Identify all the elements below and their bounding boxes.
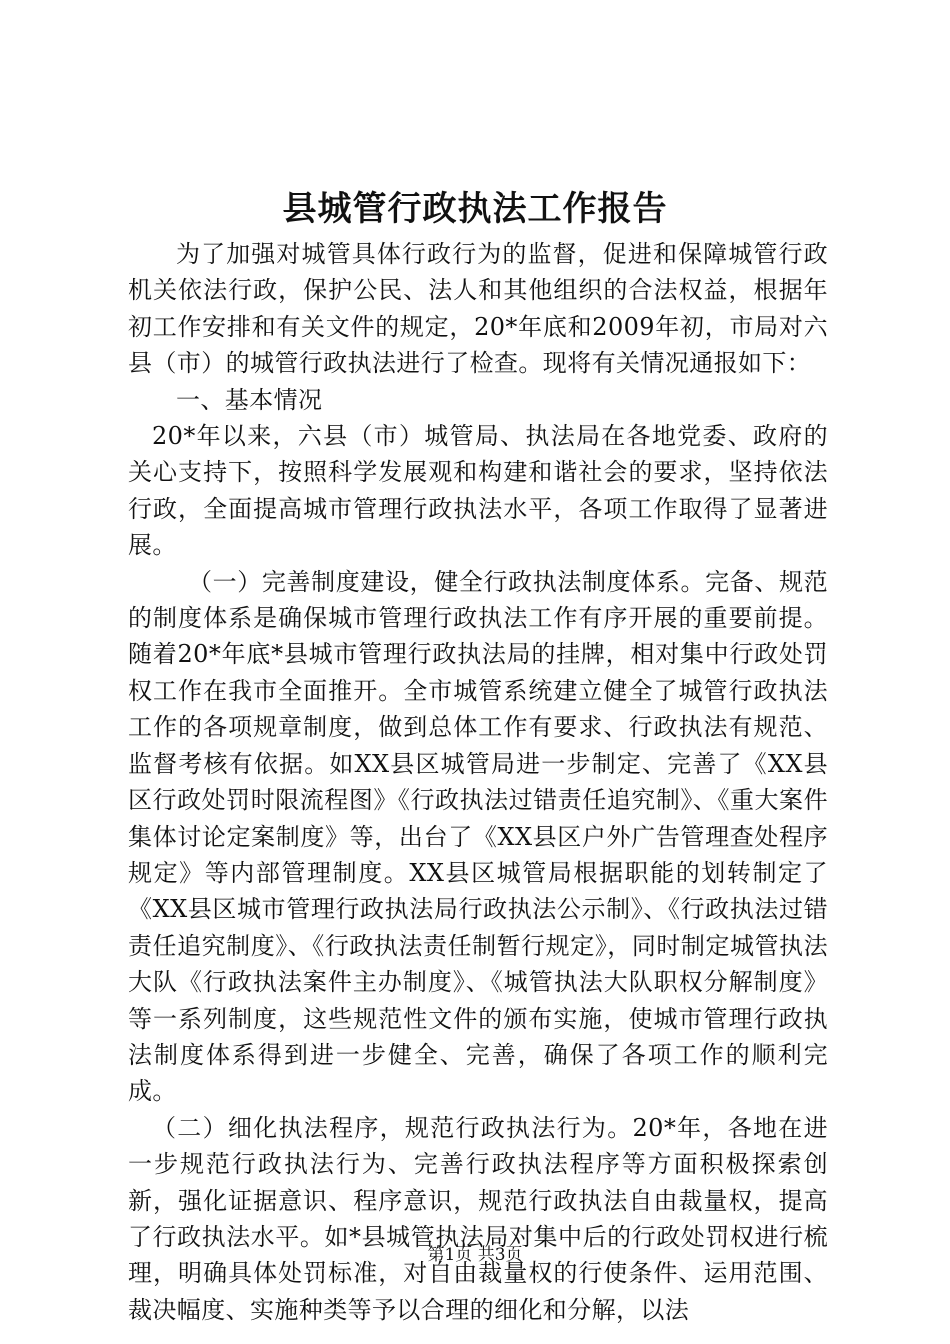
section-heading-basic-situation: 一、基本情况 xyxy=(176,385,323,414)
paragraph-item-one: （一）完善制度建设，健全行政执法制度体系。完备、规范的制度体系是确保城市管理行政执法工作有序开展的重要前提。随着20*年底*县城市管理行政执法局的挂牌，相对集中行政处罚权工作在我市全面推开。全市城管系统建立健全了城管行政执法工作的各项规章制度，做到总体工作有要求、行政执法有规范、监督考核有依据。如XX县区城管局进一步制定、完善了《XX县区行政处罚时限流程图》《行政执法过错责任追究制》、《重大案件集体讨论定案制度》等，出台了《XX县区户外广告管理查处程序规定》等内部管理制度。XX县区城管局根据职能的划转制定了《XX县区城市管理行政执法局行政执法公示制》、《行政执法过错责任追究制度》、《行政执法责任制暂行规定》，同时制定城管执法大队《行政执法案件主办制度》、《城管执法大队职权分解制度》等一系列制度，这些规范性文件的颁布实施，使城市管理行政执法制度体系得到进一步健全、完善，确保了各项工作的顺利完成。 xyxy=(128,567,828,1106)
page-number-footer: 第1页 共3页 xyxy=(427,1245,523,1265)
document-body xyxy=(128,236,828,1328)
paragraph-item-two: （二）细化执法程序，规范行政执法行为。20*年，各地在进一步规范行政执法行为、完善行政执法程序等方面积极探索创新，强化证据意识、程序意识，规范行政执法自由裁量权，提高了行政执法水平。如*县城管执法局对集中后的行政处罚权进行梳理，明确具体处罚标准，对自由裁量权的行使条件、运用范围、裁决幅度、实施种类等予以合理的细化和分解，以法 xyxy=(128,1113,828,1324)
paragraph-intro: 为了加强对城管具体行政行为的监督，促进和保障城管行政机关依法行政，保护公民、法人和其他组织的合法权益，根据年初工作安排和有关文件的规定，20*年底和2009年初，市局对六县（市）的城管行政执法进行了检查。现将有关情况通报如下： xyxy=(128,240,828,378)
document-title: 县城管行政执法工作报告 xyxy=(282,189,668,229)
paragraph-overview: 20*年以来，六县（市）城管局、执法局在各地党委、政府的关心支持下，按照科学发展观和构建和谐社会的要求，坚持依法行政，全面提高城市管理行政执法水平，各项工作取得了显著进展。 xyxy=(128,422,828,560)
